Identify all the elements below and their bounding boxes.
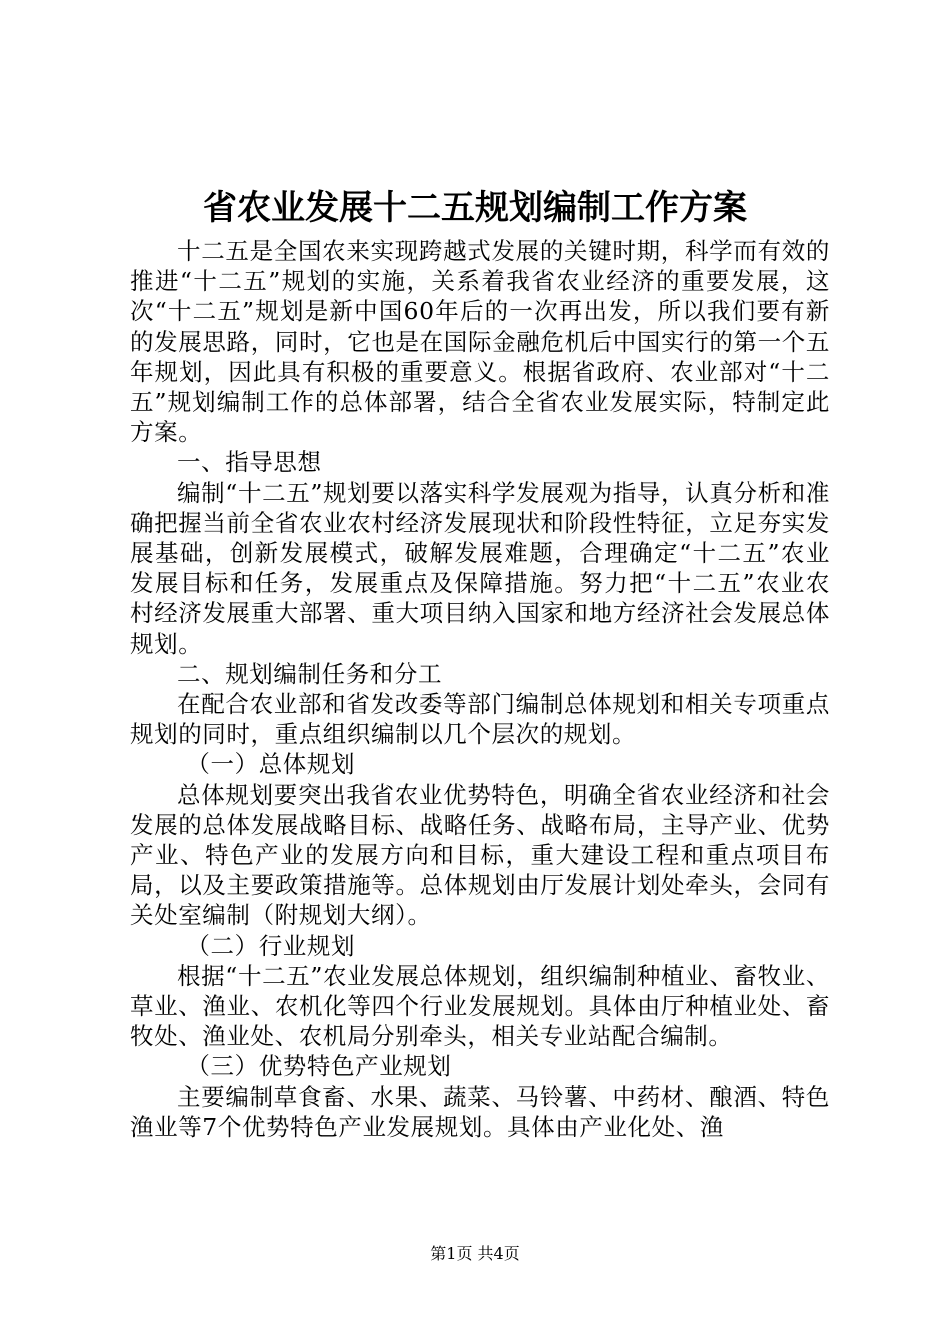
document-title: 省农业发展十二五规划编制工作方案 (203, 188, 747, 228)
featured-industry-plan-paragraph: 主要编制草食畜、水果、蔬菜、马铃薯、中药材、酿酒、特色渔业等7个优势特色产业发展规划。具体由产业化处、渔 (130, 1082, 830, 1141)
guiding-ideology-paragraph: 编制“十二五”规划要以落实科学发展观为指导，认真分析和准确把握当前全省农业农村经济发展现状和阶段性特征，立足夯实发展基础，创新发展模式，破解发展难题，合理确定“十二五”农业发展目标和任务，发展重点及保障措施。努力把“十二五”农业农村经济发展重大部署、重大项目纳入国家和地方经济社会发展总体规划。 (130, 478, 830, 658)
intro-paragraph: 十二五是全国农来实现跨越式发展的关键时期，科学而有效的推进“十二五”规划的实施，关系着我省农业经济的重要发展，这次“十二五”规划是新中国60年后的一次再出发，所以我们要有新的发展思路，同时，它也是在国际金融危机后中国实行的第一个五年规划，因此具有积极的重要意义。根据省政府、农业部对“十二五”规划编制工作的总体部署，结合全省农业发展实际，特制定此方案。 (130, 237, 830, 447)
tasks-paragraph: 在配合农业部和省发改委等部门编制总体规划和相关专项重点规划的同时，重点组织编制以几个层次的规划。 (130, 690, 830, 749)
document-body (130, 236, 830, 1142)
industry-plan-paragraph: 根据“十二五”农业发展总体规划，组织编制种植业、畜牧业、草业、渔业、农机化等四个行业发展规划。具体由厅种植业处、畜牧处、渔业处、农机局分别牵头，相关专业站配合编制。 (130, 961, 830, 1051)
page-number-footer: 第1页 共4页 (430, 1244, 520, 1263)
overall-plan-paragraph: 总体规划要突出我省农业优势特色，明确全省农业经济和社会发展的总体发展战略目标、战略任务、战略布局，主导产业、优势产业、特色产业的发展方向和目标，重大建设工程和重点项目布局，以及主要政策措施等。总体规划由厅发展计划处牵头，会同有关处室编制（附规划大纲）。 (130, 780, 830, 930)
subsection-heading-industry-plan: （二）行业规划 (186, 931, 356, 960)
subsection-heading-featured-industry-plan: （三）优势特色产业规划 (186, 1052, 452, 1081)
subsection-heading-overall-plan: （一）总体规划 (186, 750, 356, 779)
section-heading-guiding-ideology: 一、指导思想 (177, 448, 322, 477)
section-heading-tasks: 二、规划编制任务和分工 (177, 659, 443, 688)
